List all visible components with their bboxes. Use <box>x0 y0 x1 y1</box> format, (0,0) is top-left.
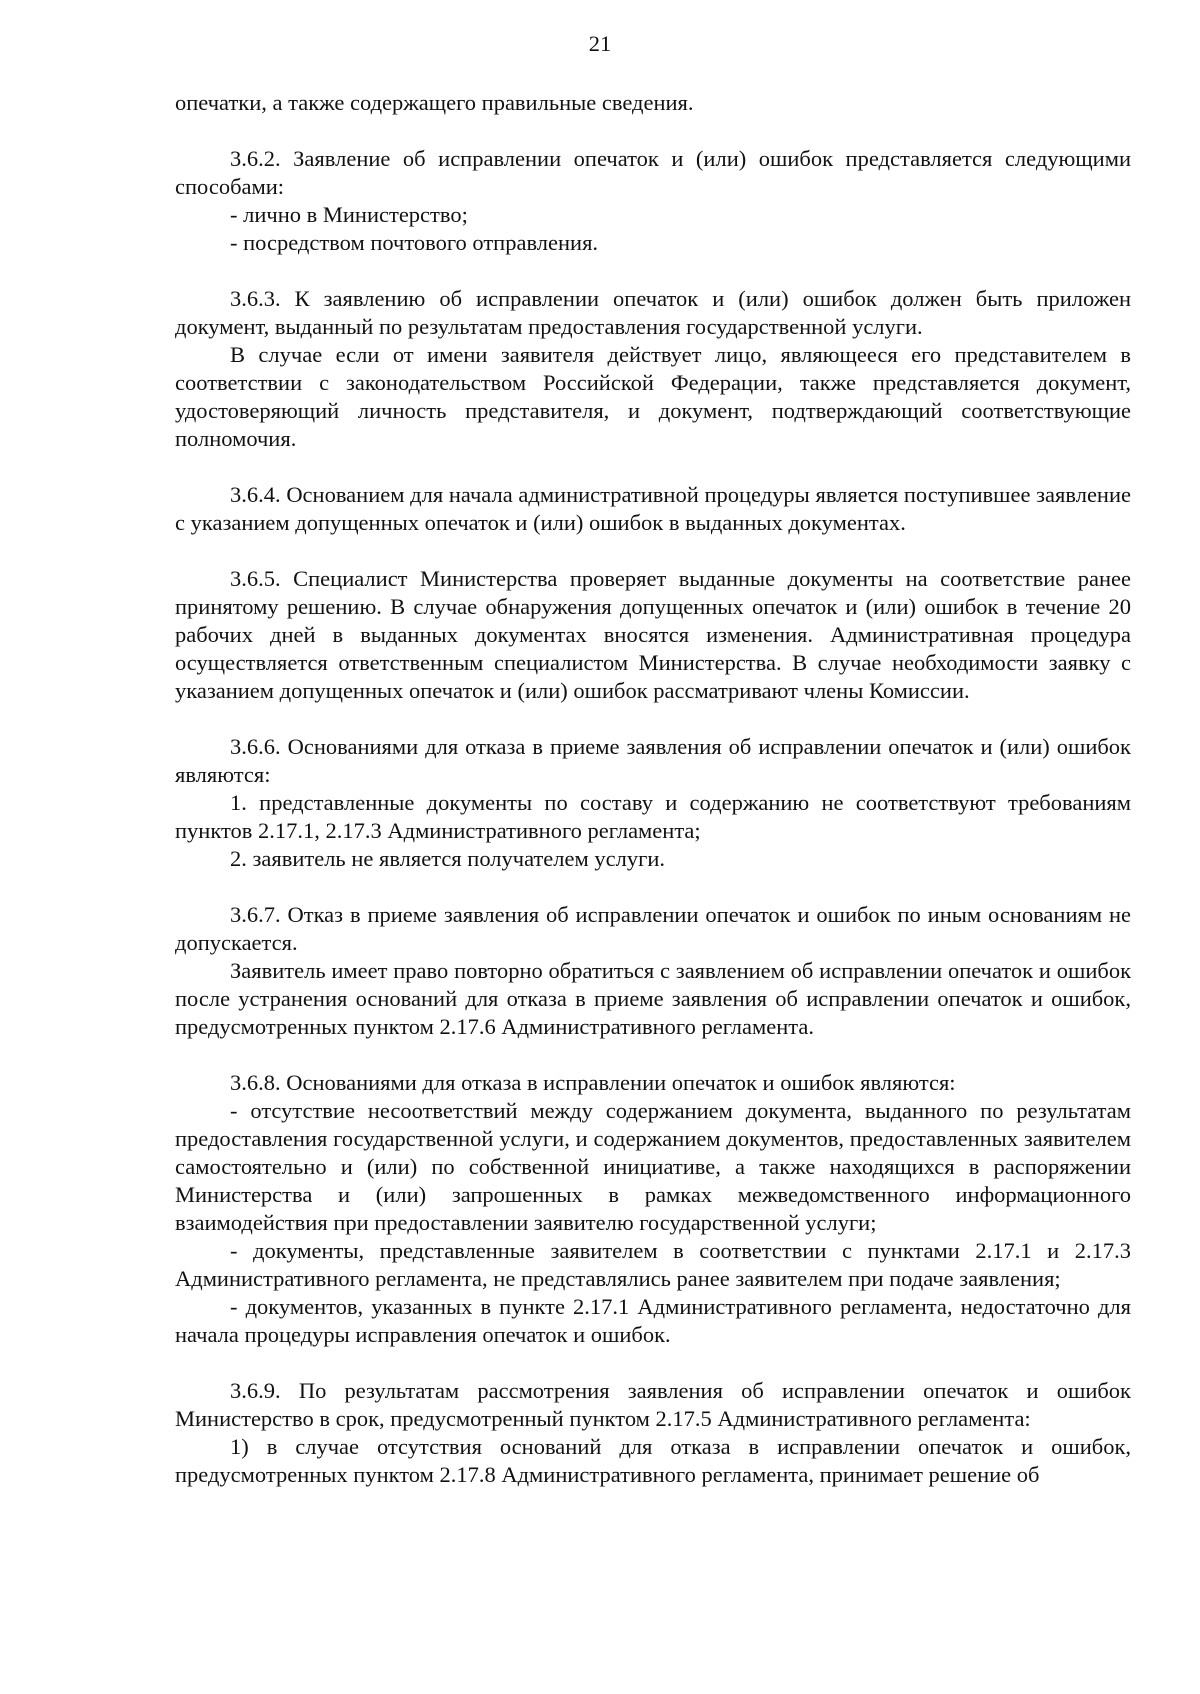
paragraph-3-6-7: 3.6.7. Отказ в приеме заявления об исправлении опечаток и ошибок по иным основаниям не допускается. <box>175 902 1131 955</box>
list-item-not-recipient: 2. заявитель не является получателем услуги. <box>230 846 665 871</box>
paragraph-reapply: Заявитель имеет право повторно обратиться с заявлением об исправлении опечаток и ошибок после устранения оснований для отказа в приеме заявления об исправлении опечаток и ошибок, предусмотренных пунктом 2.17.6 Административного регламента. <box>175 958 1131 1039</box>
paragraph-continuation: опечатки, а также содержащего правильные сведения. <box>175 90 694 115</box>
list-item-not-submitted: - документы, представленные заявителем в соответствии с пунктами 2.17.1 и 2.17.3 Административного регламента, не представлялись ранее заявителем при подаче заявления; <box>175 1238 1131 1291</box>
paragraph-representative: В случае если от имени заявителя действует лицо, являющееся его представителем в соответствии с законодательством Российской Федерации, также представляется документ, удостоверяющий личность представителя, и документ, подтверждающий соответствующие полномочия. <box>175 342 1131 451</box>
list-item-documents-mismatch: 1. представленные документы по составу и содержанию не соответствуют требованиям пунктов 2.17.1, 2.17.3 Административного регламента; <box>175 790 1131 843</box>
list-item-insufficient: - документов, указанных в пункте 2.17.1 Административного регламента, недостаточно для начала процедуры исправления опечаток и ошибок. <box>175 1294 1131 1347</box>
page-number: 21 <box>588 31 612 56</box>
paragraph-3-6-4: 3.6.4. Основанием для начала административной процедуры является поступившее заявление с указанием допущенных опечаток и (или) ошибок в выданных документах. <box>175 482 1131 535</box>
paragraph-3-6-5: 3.6.5. Специалист Министерства проверяет выданные документы на соответствие ранее принятому решению. В случае обнаружения допущенных опечаток и (или) ошибок в течение 20 рабочих дней в выданных документах вносятся изменения. Административная процедура осуществляется ответственным специалистом Министерства. В случае необходимости заявку с указанием допущенных опечаток и (или) ошибок рассматривают члены Комиссии. <box>175 566 1131 703</box>
paragraph-3-6-3: 3.6.3. К заявлению об исправлении опечаток и (или) ошибок должен быть приложен документ, выданный по результатам предоставления государственной услуги. <box>175 286 1131 339</box>
list-item-in-person: - лично в Министерство; <box>230 202 468 227</box>
list-item-no-grounds: 1) в случае отсутствия оснований для отказа в исправлении опечаток и ошибок, предусмотренных пунктом 2.17.8 Административного регламента, принимает решение об <box>175 1434 1131 1487</box>
paragraph-3-6-2: 3.6.2. Заявление об исправлении опечаток и (или) ошибок представляется следующими способами: <box>175 146 1131 199</box>
list-item-by-mail: - посредством почтового отправления. <box>230 230 599 255</box>
list-item-no-discrepancy: - отсутствие несоответствий между содержанием документа, выданного по результатам предоставления государственной услуги, и содержанием документов, предоставленных заявителем самостоятельно и (или) по собственной инициативе, а также находящихся в распоряжении Министерства и (или) запрошенных в рамках межведомственного информационного взаимодействия при предоставлении заявителю государственной услуги; <box>175 1098 1131 1235</box>
paragraph-3-6-6: 3.6.6. Основаниями для отказа в приеме заявления об исправлении опечаток и (или) ошибок являются: <box>175 734 1131 787</box>
document-body <box>175 89 1131 1489</box>
paragraph-3-6-9: 3.6.9. По результатам рассмотрения заявления об исправлении опечаток и ошибок Министерство в срок, предусмотренный пунктом 2.17.5 Административного регламента: <box>175 1378 1131 1431</box>
paragraph-3-6-8: 3.6.8. Основаниями для отказа в исправлении опечаток и ошибок являются: <box>230 1070 956 1095</box>
